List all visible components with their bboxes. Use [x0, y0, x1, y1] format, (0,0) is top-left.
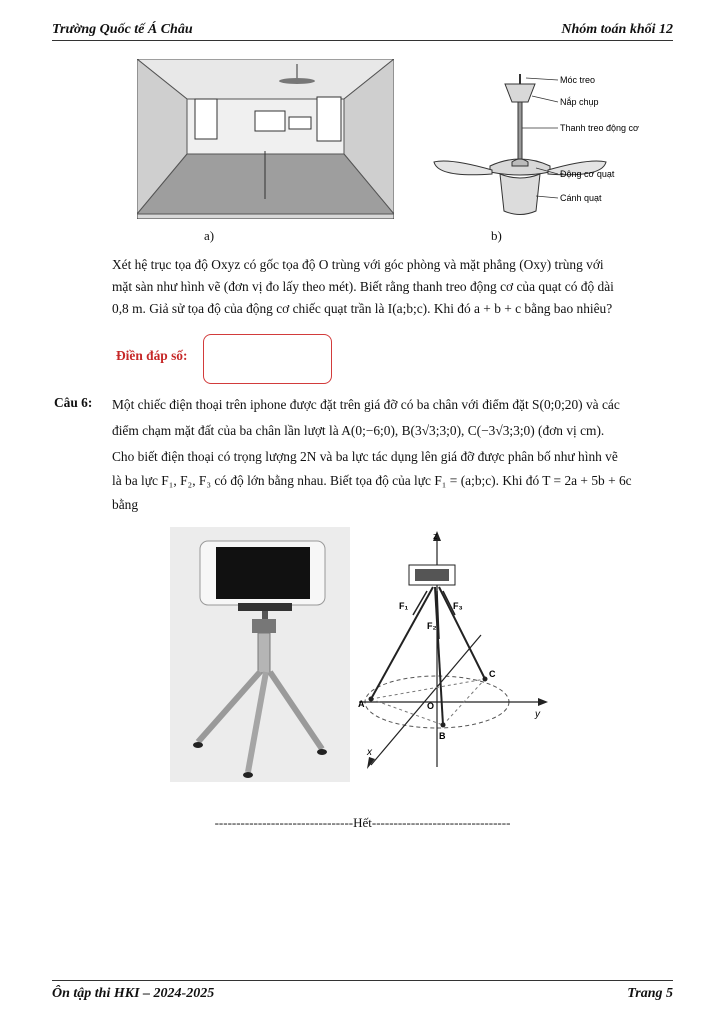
label-canh-quat: Cánh quạt — [560, 193, 602, 203]
label-dong-co: Động cơ quạt — [560, 169, 615, 179]
answer-box[interactable] — [203, 334, 332, 384]
force-diagram — [355, 527, 550, 782]
point-o-label: O — [427, 701, 435, 711]
q5-line-1: Xét hệ trục tọa độ Oxyz có gốc tọa độ O trùng với góc phòng và mặt phẳng (Oxy) trùng với — [112, 257, 604, 272]
axis-y-label: y — [535, 709, 540, 720]
group-name: Nhóm toán khối 12 — [561, 22, 673, 37]
q6-line-2: điểm chạm mặt đất của ba chân lần lượt là A(0;−6;0), B(3√3;3;0), C(−3√3;3;0) (đơn vị cm). — [112, 423, 605, 438]
axis-z-label: z — [433, 531, 438, 541]
q5-line-3: 0,8 m. Giả sử tọa độ của động cơ chiếc quạt trần là I(a;b;c). Khi đó a + b + c bằng bao nhiêu? — [112, 301, 613, 316]
end-marker: --------------------------------Hết-------------------------------- — [214, 815, 511, 830]
page-footer — [52, 980, 673, 1003]
point-b-label: B — [439, 731, 446, 741]
point-a-label: A — [358, 699, 365, 709]
caption-b: b) — [491, 228, 502, 243]
school-name: Trường Quốc tế Á Châu — [52, 22, 193, 37]
q5-line-2: mặt sàn như hình vẽ (đơn vị đo lấy theo mét). Biết rằng thanh treo động cơ của quạt có độ dài — [112, 279, 614, 294]
point-c-label: C — [489, 669, 496, 679]
tripod-photo — [170, 527, 350, 782]
page-header — [52, 20, 673, 41]
force-f3-label: F₃ — [453, 601, 463, 611]
caption-a: a) — [204, 228, 215, 243]
footer-title: Ôn tập thi HKI – 2024-2025 — [52, 986, 215, 1001]
label-moc-treo: Móc treo — [560, 75, 596, 85]
fan-figure — [430, 66, 650, 226]
label-thanh-treo: Thanh treo động cơ — [560, 123, 639, 133]
force-f1-label: F₁ — [399, 601, 409, 611]
q6-line-1: Một chiếc điện thoại trên iphone được đặt trên giá đỡ có ba chân với điểm đặt S(0;0;20) và các — [112, 397, 620, 412]
page-number: Trang 5 — [627, 986, 673, 1001]
q6-line-3: Cho biết điện thoại có trọng lượng 2N và ba lực tác dụng lên giá đỡ được phân bố như hình vẽ — [112, 449, 618, 464]
axis-x-label: x — [367, 747, 372, 758]
q6-label: Câu 6: — [54, 395, 93, 410]
q6-line-5: bằng — [112, 497, 139, 512]
force-f2-label: F₂ — [427, 621, 437, 631]
q6-line-4: là ba lực F₁, F₂, F₃ có độ lớn bằng nhau. Biết tọa độ của lực F₁ = (a;b;c). Khi đó T = 2a + 5b + 6c — [112, 473, 632, 488]
answer-label: Điền đáp số: — [116, 348, 188, 363]
label-nap-chup: Nắp chụp — [560, 97, 599, 107]
room-figure — [137, 59, 394, 219]
